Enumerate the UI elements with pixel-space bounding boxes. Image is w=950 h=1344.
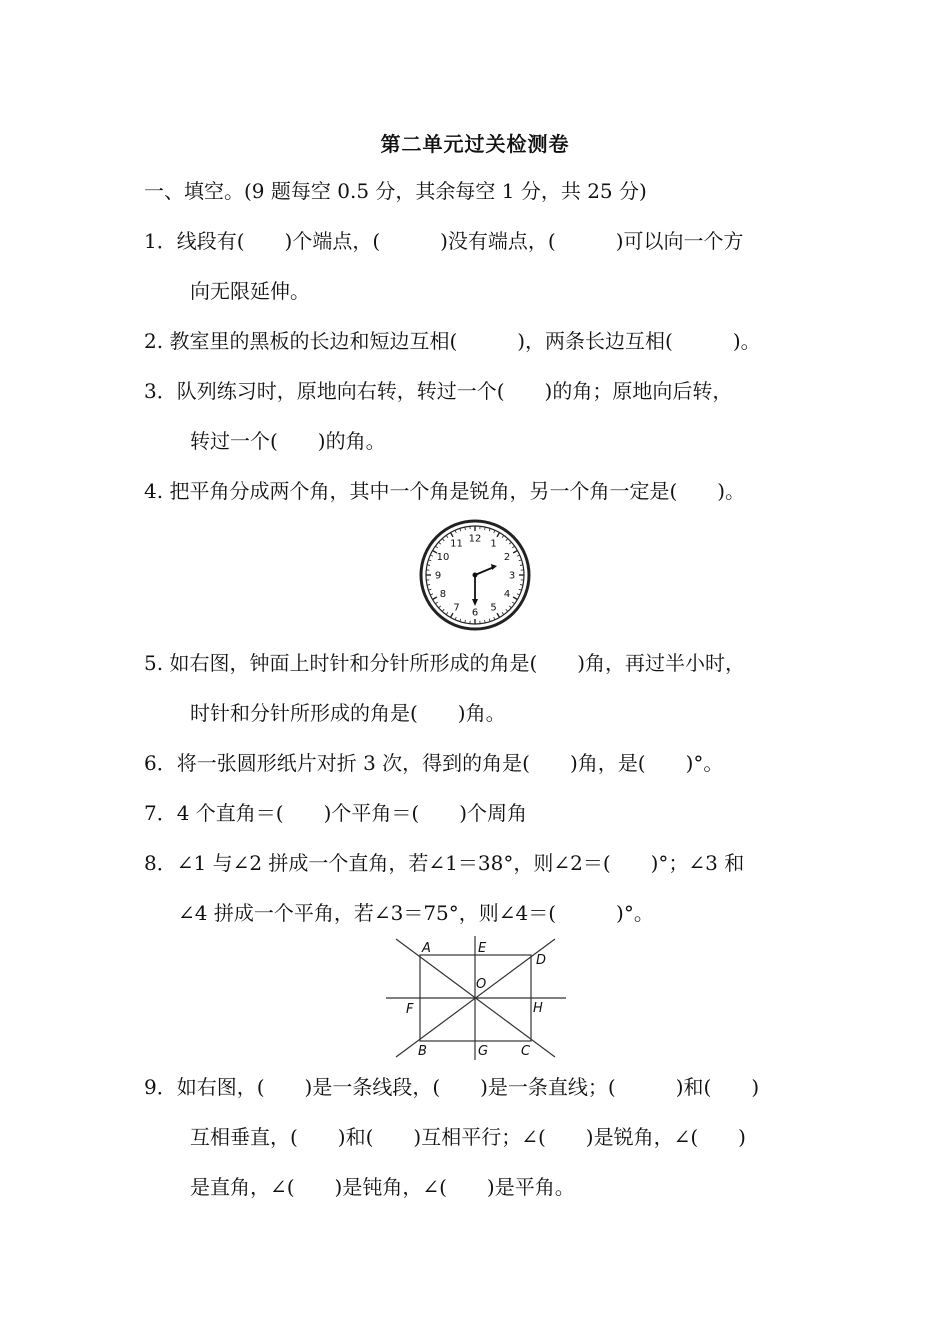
- question-5-line-1: 5. 如右图，钟面上时针和分针所形成的角是( )角，再过半小时，: [144, 651, 746, 675]
- clock-tick: [435, 602, 437, 604]
- label-c: C: [521, 1044, 531, 1059]
- clock-number: 10: [436, 552, 450, 563]
- question-9-line-1: 9．如右图，( )是一条线段，( )是一条直线；( )和( ): [144, 1075, 760, 1099]
- clock-tick: [489, 619, 490, 622]
- clock-tick: [509, 606, 511, 608]
- clock-tick: [442, 609, 444, 611]
- label-e: E: [478, 941, 487, 956]
- clock-tick: [506, 609, 508, 611]
- question-1-line-2: 向无限延伸。: [190, 279, 310, 303]
- clock-tick: [517, 594, 520, 595]
- clock-number: 1: [490, 538, 497, 550]
- question-4-line-1: 4. 把平角分成两个角，其中一个角是锐角，另一个角一定是( )。: [144, 479, 746, 503]
- clock-tick: [439, 606, 441, 608]
- question-1-line-1: 1．线段有( )个端点，( )没有端点，( )可以向一个方: [144, 229, 744, 253]
- clock-tick: [439, 542, 441, 544]
- question-8-line-2: ∠4 拼成一个平角，若∠3＝75°，则∠4＝( )°。: [178, 901, 654, 925]
- clock-tick: [451, 533, 454, 537]
- clock-number: 8: [439, 589, 447, 600]
- question-9-line-2: 互相垂直，( )和( )互相平行；∠( )是锐角，∠( ): [190, 1125, 746, 1149]
- clock-tick: [513, 597, 517, 600]
- clock-tick: [502, 612, 504, 614]
- clock-tick: [455, 617, 456, 620]
- question-3-line-2: 转过一个( )的角。: [190, 429, 386, 453]
- clock-number: 9: [434, 570, 442, 582]
- clock-tick: [446, 612, 448, 614]
- label-a: A: [422, 941, 431, 956]
- clock-number: 12: [468, 533, 482, 545]
- clock-tick: [502, 535, 504, 537]
- geometry-figure: [384, 936, 568, 1060]
- clock-tick: [497, 613, 500, 617]
- clock-tick: [494, 530, 495, 533]
- label-d: D: [536, 953, 547, 968]
- clock-tick: [519, 589, 522, 590]
- question-9-line-3: 是直角，∠( )是钝角，∠( )是平角。: [190, 1175, 575, 1199]
- question-2-line-1: 2. 教室里的黑板的长边和短边互相( )，两条长边互相( )。: [144, 329, 761, 353]
- label-h: H: [533, 1001, 543, 1016]
- clock-tick: [494, 617, 495, 620]
- question-5-line-2: 时针和分针所形成的角是( )角。: [190, 701, 506, 725]
- label-o: O: [476, 977, 487, 992]
- section-heading: 一、填空。(9 题每空 0.5 分，其余每空 1 分，共 25 分): [144, 179, 647, 203]
- clock-tick: [460, 528, 461, 531]
- question-6-line-1: 6．将一张圆形纸片对折 3 次，得到的角是( )角，是( )°。: [144, 751, 724, 775]
- clock-tick: [519, 560, 522, 561]
- clock-tick: [428, 589, 431, 590]
- clock-tick: [455, 530, 456, 533]
- question-8-line-1: 8．∠1 与∠2 拼成一个直角，若∠1＝38°，则∠2＝( )°；∠3 和: [144, 851, 745, 875]
- clock-number: 6: [471, 607, 479, 619]
- clock-tick: [513, 551, 517, 554]
- clock-tick: [509, 542, 511, 544]
- clock-tick: [430, 555, 433, 556]
- clock-number: 2: [503, 552, 511, 563]
- page-title: 第二单元过关检测卷: [380, 132, 570, 156]
- clock-tick: [430, 594, 433, 595]
- clock-tick: [435, 546, 437, 548]
- question-3-line-1: 3．队列练习时，原地向右转，转过一个( )的角；原地向后转，: [144, 379, 733, 403]
- clock-tick: [506, 539, 508, 541]
- clock-number: 11: [450, 538, 463, 550]
- clock-tick: [451, 613, 454, 617]
- clock-tick: [428, 560, 431, 561]
- clock-tick: [489, 528, 490, 531]
- clock-number: 4: [503, 589, 511, 600]
- clock-number: 7: [453, 602, 460, 614]
- clock-tick: [442, 539, 444, 541]
- clock-tick: [433, 597, 437, 600]
- clock-figure: [418, 518, 532, 632]
- clock-tick: [446, 535, 448, 537]
- question-7-line-1: 7．4 个直角＝( )个平角＝( )个周角: [144, 801, 528, 825]
- clock-tick: [460, 619, 461, 622]
- clock-tick: [497, 533, 500, 537]
- clock-tick: [517, 555, 520, 556]
- clock-number: 3: [508, 570, 516, 582]
- label-g: G: [478, 1044, 489, 1059]
- clock-number: 5: [490, 602, 497, 614]
- label-b: B: [418, 1044, 427, 1059]
- label-f: F: [406, 1002, 414, 1017]
- clock-tick: [512, 602, 514, 604]
- clock-tick: [512, 546, 514, 548]
